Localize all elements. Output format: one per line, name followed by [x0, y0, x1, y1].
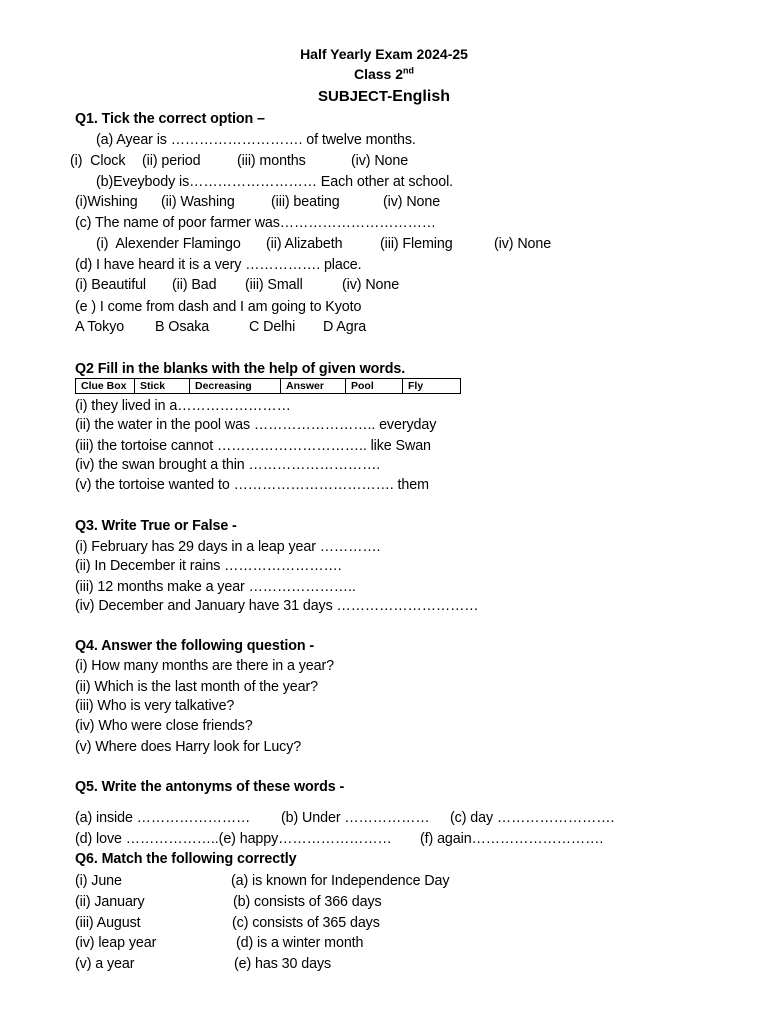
q6-left-item: (iv) leap year [75, 935, 157, 951]
q1-e-option: C Delhi [249, 319, 296, 335]
q2-heading: Q2 Fill in the blanks with the help of given words. [75, 361, 406, 377]
q3-heading: Q3. Write True or False - [75, 518, 237, 534]
q4-heading: Q4. Answer the following question - [75, 638, 315, 654]
q1-a-option: (iv) None [351, 153, 409, 169]
q4-item: (iv) Who were close friends? [75, 718, 253, 734]
q1-c-question: (c) The name of poor farmer was…………………………… [75, 215, 436, 231]
q3-item: (iii) 12 months make a year ………………….. [75, 579, 356, 595]
q6-left-item: (i) June [75, 873, 122, 889]
q5-item: (c) day ……………………. [450, 810, 615, 826]
q6-right-item: (c) consists of 365 days [232, 915, 380, 931]
q6-left-item: (v) a year [75, 956, 135, 972]
q6-right-item: (a) is known for Independence Day [231, 873, 450, 889]
exam-title: Half Yearly Exam 2024-25 [300, 46, 468, 62]
q1-heading: Q1. Tick the correct option – [75, 111, 265, 127]
q1-b-question: (b)Eveybody is……………………… Each other at school. [96, 174, 454, 190]
q1-e-option: A Tokyo [75, 319, 125, 335]
clue-box-cell: Decreasing [190, 379, 281, 394]
q1-a-question: (a) Ayear is ………………………. of twelve months. [96, 132, 416, 148]
q3-item: (iv) December and January have 31 days ………………………… [75, 598, 479, 614]
q6-heading: Q6. Match the following correctly [75, 851, 297, 867]
q6-right-item: (b) consists of 366 days [233, 894, 382, 910]
q1-b-option: (iii) beating [271, 194, 340, 210]
q2-item: (ii) the water in the pool was …………………….. everyday [75, 417, 437, 433]
q4-item: (i) How many months are there in a year? [75, 658, 335, 674]
q1-c-option: (iii) Fleming [380, 236, 453, 252]
q6-left-item: (ii) January [75, 894, 145, 910]
q5-heading: Q5. Write the antonyms of these words - [75, 779, 345, 795]
q2-item: (iii) the tortoise cannot ………………………….. like Swan [75, 438, 431, 454]
q1-a-option: (i) Clock [70, 153, 126, 169]
q4-item: (ii) Which is the last month of the year? [75, 679, 319, 695]
q1-d-option: (i) Beautiful [75, 277, 147, 293]
q4-item: (v) Where does Harry look for Lucy? [75, 739, 302, 755]
q2-item: (iv) the swan brought a thin ………………………. [75, 457, 381, 473]
q5-item: (d) love ………………..(e) happy…………………… [75, 831, 392, 847]
q1-e-option: B Osaka [155, 319, 210, 335]
q6-left-item: (iii) August [75, 915, 141, 931]
q2-item: (i) they lived in a…………………… [75, 398, 291, 414]
q6-right-item: (d) is a winter month [236, 935, 364, 951]
clue-box-table [75, 378, 461, 394]
q5-item: (b) Under ……………… [281, 810, 430, 826]
clue-box-cell: Clue Box [76, 379, 135, 394]
q1-b-option: (ii) Washing [161, 194, 235, 210]
q1-c-option: (iv) None [494, 236, 552, 252]
q1-b-option: (i)Wishing [75, 194, 138, 210]
q1-b-option: (iv) None [383, 194, 441, 210]
clue-box-cell: Pool [346, 379, 403, 394]
q4-item: (iii) Who is very talkative? [75, 698, 235, 714]
q5-item: (a) inside …………………… [75, 810, 251, 826]
q3-item: (ii) In December it rains ……………………. [75, 558, 342, 574]
q1-e-question: (e ) I come from dash and I am going to Kyoto [75, 299, 362, 315]
q3-item: (i) February has 29 days in a leap year …………. [75, 539, 381, 555]
q1-d-option: (ii) Bad [172, 277, 217, 293]
subject-line: SUBJECT-English [318, 88, 450, 105]
q1-a-option: (iii) months [237, 153, 306, 169]
q1-d-option: (iv) None [342, 277, 400, 293]
q1-d-question: (d) I have heard it is a very ……………. place. [75, 257, 362, 273]
q1-c-option: (ii) Alizabeth [266, 236, 343, 252]
clue-box-cell: Stick [135, 379, 190, 394]
class-label: Class 2nd [353, 65, 415, 82]
clue-box-cell: Answer [281, 379, 346, 394]
q1-d-option: (iii) Small [245, 277, 303, 293]
q1-a-option: (ii) period [142, 153, 201, 169]
q2-item: (v) the tortoise wanted to ……………………………. them [75, 477, 429, 493]
q6-right-item: (e) has 30 days [234, 956, 332, 972]
q1-e-option: D Agra [323, 319, 367, 335]
clue-box-cell: Fly [403, 379, 461, 394]
q1-c-option: (i) Alexender Flamingo [96, 236, 241, 252]
q5-item: (f) again………………………. [420, 831, 604, 847]
